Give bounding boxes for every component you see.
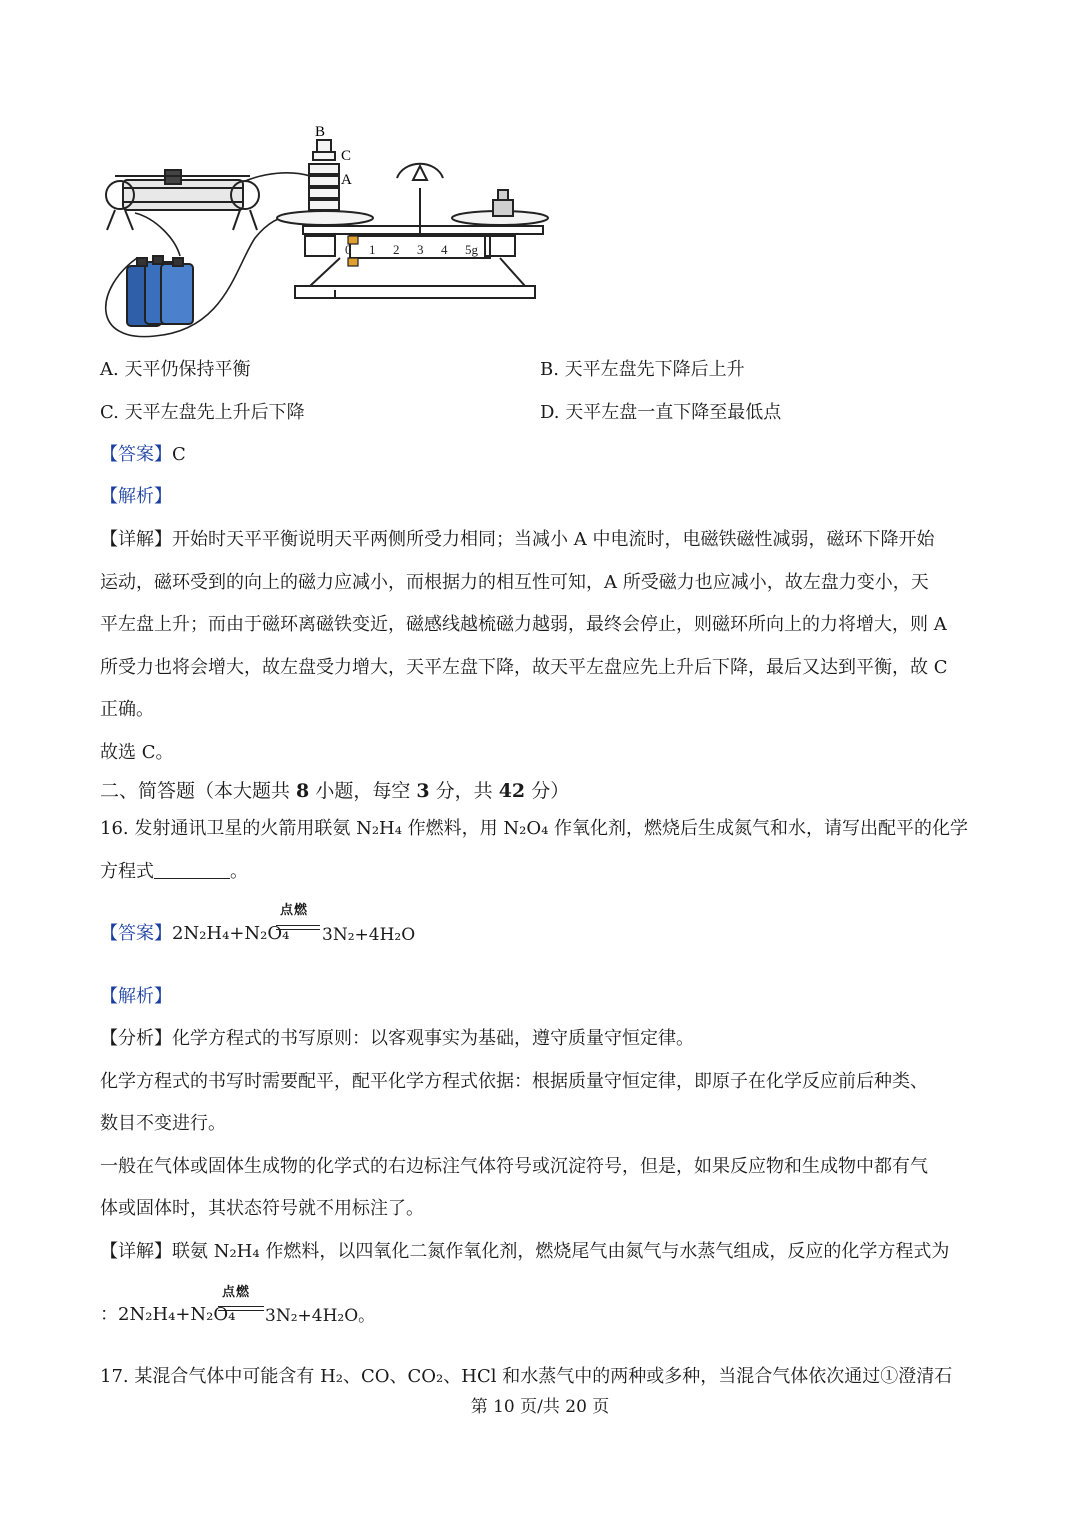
detail-tag: 【详解】 [100,1241,172,1262]
q15-detail-line [100,528,934,552]
label-a: A [341,172,352,188]
analysis-text: 化学方程式的书写原则：以客观事实为基础，遵守质量守恒定律。 [172,1028,694,1049]
equation-bar [218,1310,264,1311]
scale-tick: 1 [369,242,376,257]
equation-condition: 点燃 [280,903,309,918]
page-footer: 第 10 页/共 20 页 [470,1397,610,1417]
scale-tick: 2 [393,242,400,257]
scale-tick: 4 [441,242,448,257]
answer-value: C [172,444,186,465]
heading-points: 3 [416,780,430,802]
q16-analysis-line: 化学方程式的书写时需要配平，配平化学方程式依据：根据质量守恒定律，即原子在化学反应前后种类、 [100,1071,928,1092]
q17-stem: 17. 某混合气体中可能含有 H₂、CO、CO₂、HCl 和水蒸气中的两种或多种，当混合气体依次通过①澄清石 [100,1366,953,1387]
equation-right: 3N₂+4H₂O。 [265,1306,376,1326]
q16-analysis-line [100,1027,694,1051]
heading-text: 二、简答题（本大题共 [100,780,297,802]
equation-bar [276,925,320,926]
heading-text: 分） [525,780,570,802]
equation-bar [276,929,320,930]
equation-prefix: ： [100,1304,118,1325]
battery-pack [127,256,193,326]
equation-left: 2N₂H₄+N₂O₄ [118,1304,236,1325]
q15-answer [100,443,186,467]
section-heading [100,779,569,803]
scale-ticks [345,242,479,257]
q15-analysis-tag: 【解析】 [100,486,172,507]
analysis-sub-tag: 【分析】 [100,1028,172,1049]
detail-tag: 【详解】 [100,529,172,550]
q15-detail-line: 所受力也将会增大，故左盘受力增大，天平左盘下降，故天平左盘应先上升后下降，最后又达到平衡，故 C [100,657,948,678]
heading-total: 42 [498,780,526,802]
label-b: B [315,124,326,140]
option-c: C. 天平左盘先上升后下降 [100,402,305,423]
answer-blank [154,860,230,879]
heading-text: 小题，每空 [309,780,417,802]
balance-electromagnet-diagram [95,118,555,343]
q16-analysis-line: 一般在气体或固体生成物的化学式的右边标注气体符号或沉淀符号，但是，如果反应物和生成物中都有气 [100,1156,928,1177]
heading-text: 分，共 [429,780,499,802]
label-c: C [341,148,352,164]
q16-stem-text: 方程式 [100,861,154,882]
q16-stem-line2 [100,860,248,884]
scale-tick: 3 [417,242,424,257]
equation-bar [218,1306,264,1307]
equation-condition: 点燃 [222,1285,251,1300]
q15-detail-line: 正确。 [100,699,154,720]
electromagnet-column [309,140,339,216]
q16-detail-line [100,1240,949,1264]
q16-analysis-line: 体或固体时，其状态符号就不用标注了。 [100,1198,424,1219]
q16-stem-text: 。 [230,861,248,882]
answer-tag: 【答案】 [100,444,172,465]
q16-detail-equation [100,1303,235,1327]
q16-stem: 16. 发射通讯卫星的火箭用联氨 N₂H₄ 作燃料，用 N₂O₄ 作氧化剂，燃烧后生成氮气和水，请写出配平的化学 [100,818,969,839]
option-b: B. 天平左盘先下降后上升 [540,359,745,380]
heading-count: 8 [296,780,310,802]
q16-answer [100,922,289,946]
q15-detail-line: 平左盘上升；而由于磁环离磁铁变近，磁感线越梳磁力越弱，最终会停止，则磁环所向上的力将增大，则 A [100,614,947,635]
q16-analysis-tag: 【解析】 [100,986,172,1007]
scale-tick: 0 [345,242,352,257]
detail-text: 联氨 N₂H₄ 作燃料，以四氧化二氮作氧化剂，燃烧尾气由氮气与水蒸气组成，反应的化学方程式为 [172,1241,950,1262]
q15-conclusion: 故选 C。 [100,742,174,763]
scale-tick: 5g [465,242,478,257]
equation-left: 2N₂H₄+N₂O₄ [172,923,290,944]
q16-analysis-line: 数目不变进行。 [100,1113,226,1134]
option-a: A. 天平仍保持平衡 [100,359,251,380]
rheostat [106,170,259,230]
option-d: D. 天平左盘一直下降至最低点 [540,402,782,423]
answer-tag: 【答案】 [100,923,172,944]
detail-text: 开始时天平平衡说明天平两侧所受力相同；当减小 A 中电流时，电磁铁磁性减弱，磁环下降开始 [172,529,935,550]
equation-right: 3N₂+4H₂O [322,925,416,945]
q15-detail-line: 运动，磁环受到的向上的磁力应减小，而根据力的相互性可知，A 所受磁力也应减小，故左盘力变小，天 [100,572,929,593]
